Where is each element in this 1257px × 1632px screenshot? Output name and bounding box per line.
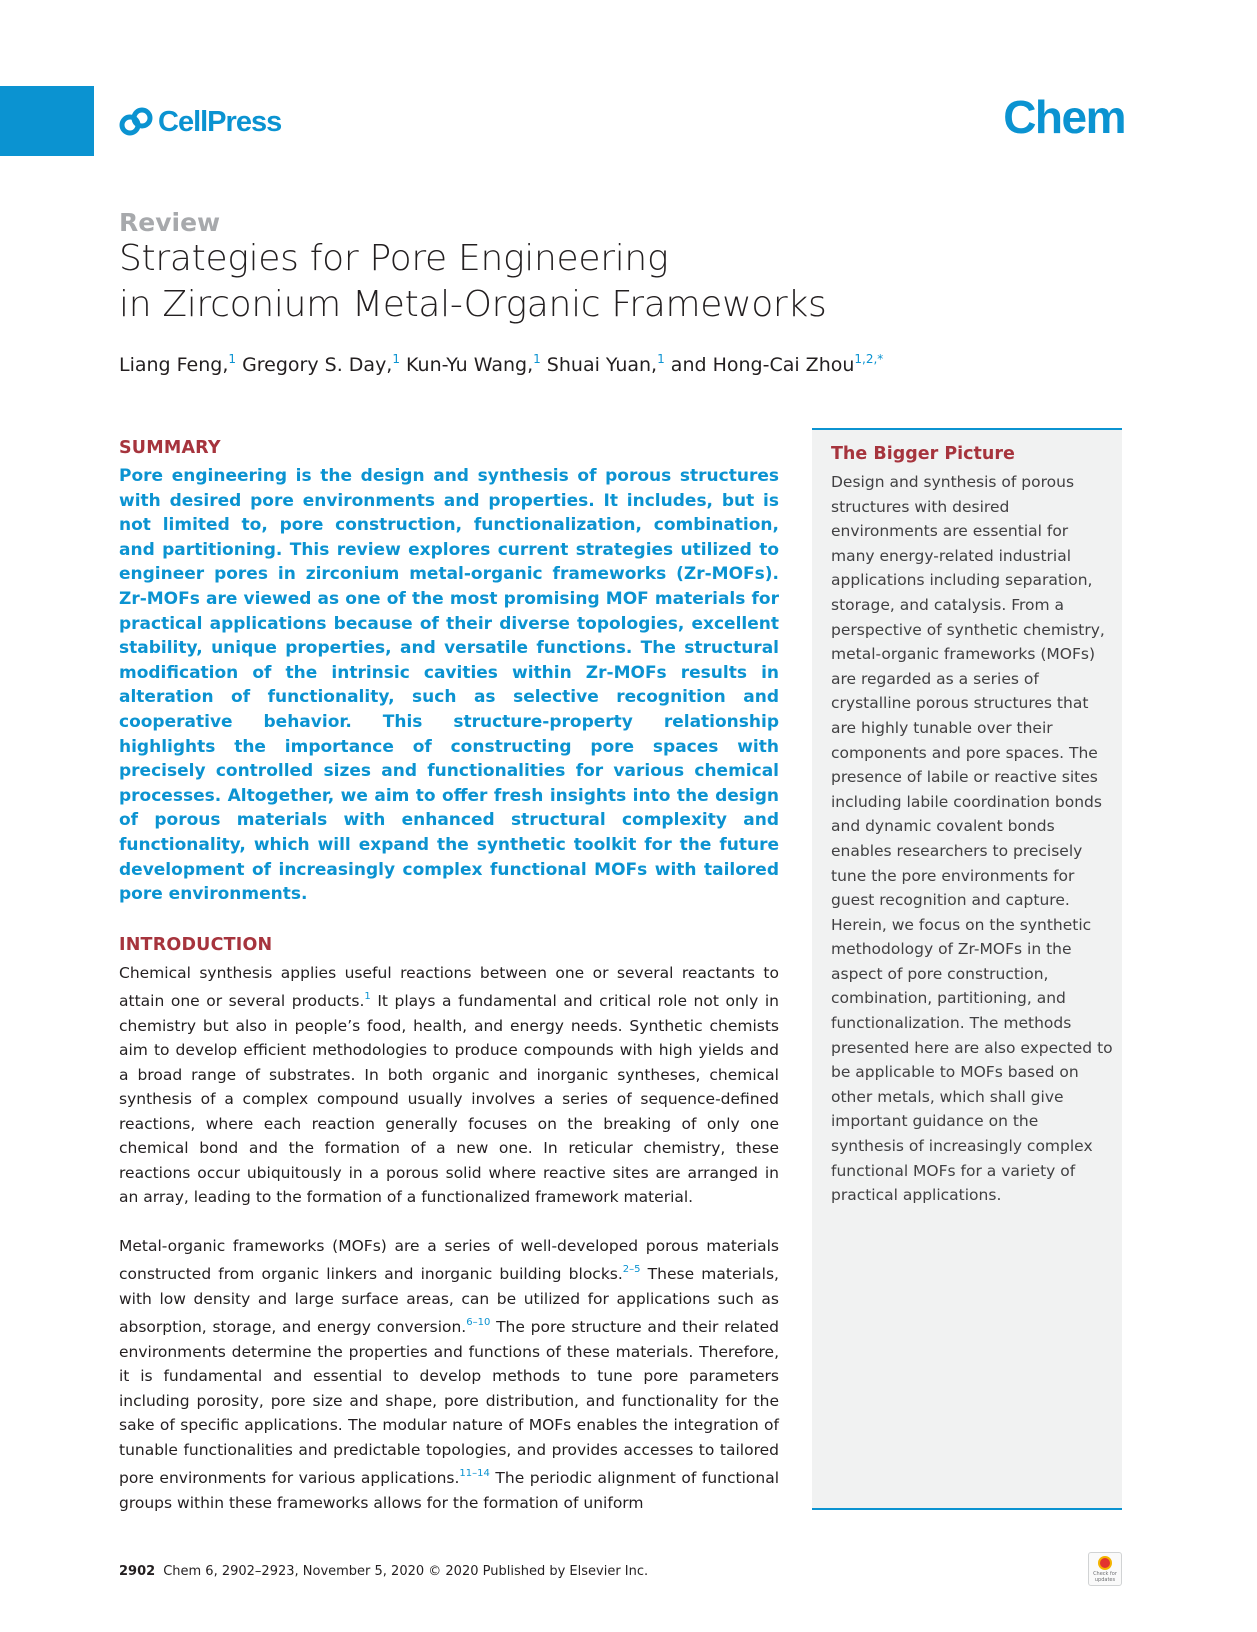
article-title	[119, 236, 939, 328]
bigger-picture-box	[812, 428, 1122, 1510]
author-name: Liang Feng,	[119, 354, 229, 376]
introduction-heading: INTRODUCTION	[119, 934, 273, 955]
summary-text: Pore engineering is the design and synthesis of porous structures with desired pore environments and properties. It includes, but is not limited to, pore construction, functionalization, combination, and partitioning. This review explores current strategies utilized to engineer pores in zirconium metal-organic frameworks (Zr-MOFs). Zr-MOFs are viewed as one of the most promising MOF materials for practical applications because of their diverse topologies, excellent stability, unique properties, and versatile functions. The structural modification of the intrinsic cavities within Zr-MOFs results in alteration of functionality, such as selective recognition and cooperative behavior. This structure-property relationship highlights the importance of constructing pore spaces with precisely controlled sizes and functionalities for various chemical processes. Altogether, we aim to offer fresh insights into the design of porous materials with enhanced structural complexity and functionality, which will expand the synthetic toolkit for the future development of increasingly complex functional MOFs with tailored pore environments.	[119, 466, 779, 905]
cellpress-mark-icon	[119, 107, 153, 137]
publisher-name: CellPress	[158, 105, 282, 138]
check-for-updates-icon	[1098, 1556, 1112, 1570]
author-name: Shuai Yuan,	[546, 354, 658, 376]
reference-link[interactable]: 2–5	[622, 1264, 641, 1276]
reference-link[interactable]: 1	[364, 991, 371, 1003]
paragraph-text: The periodic alignment of functional groups within these frameworks allows for the formation of uniform	[119, 1469, 780, 1512]
paragraph-text: Metal-organic frameworks (MOFs) are a series of well-developed porous materials constructed from organic linkers and inorganic building blocks.	[119, 1236, 779, 1284]
author-name: Gregory S. Day,	[242, 354, 393, 376]
title-line-1: Strategies for Pore Engineering	[119, 238, 669, 279]
reference-link[interactable]: 11–14	[459, 1468, 490, 1480]
main-column	[119, 438, 779, 1515]
check-for-updates-button[interactable]	[1088, 1552, 1122, 1586]
article-type: Review	[119, 208, 221, 237]
title-line-2: in Zirconium Metal-Organic Frameworks	[119, 284, 827, 325]
affiliation-marker[interactable]: 1	[533, 352, 541, 366]
bigger-picture-heading: The Bigger Picture	[831, 444, 1015, 464]
affiliation-marker[interactable]: 1,2,*	[854, 352, 884, 366]
reference-link[interactable]: 6–10	[466, 1317, 491, 1329]
page-number: 2902	[119, 1564, 156, 1579]
summary-heading: SUMMARY	[119, 438, 221, 458]
page-footer	[119, 1564, 648, 1579]
intro-paragraph-2	[119, 1234, 779, 1516]
author-list	[119, 352, 883, 376]
paragraph-text: Chemical synthesis applies useful reactions between one or several reactants to attain one or several products.	[119, 963, 779, 1011]
brand-color-tab	[0, 86, 94, 156]
author-name: and Hong-Cai Zhou	[670, 354, 855, 376]
paragraph-text: The pore structure and their related environments determine the properties and functions of these materials. Therefore, it is fundamental and essential to develop methods to tune pore parameters including porosity, pore size and shape, pore distribution, and functionality for the sake of specific applications. The modular nature of MOFs enables the integration of tunable functionalities and predictable topologies, and provides accesses to tailored pore environments for various applications.	[119, 1318, 779, 1488]
check-for-updates-label: Check for updates	[1093, 1570, 1117, 1583]
paragraph-text: It plays a fundamental and critical role not only in chemistry but also in people’s food, health, and energy needs. Synthetic chemists aim to develop efficient methodologies to produce compounds with high yields and a broad range of substrates. In both organic and inorganic syntheses, chemical synthesis of a complex compound usually involves a series of sequence-defined reactions, where each reaction generally focuses on the breaking of only one chemical bond and the formation of a new one. In reticular chemistry, these reactions occur ubiquitously in a porous solid where reactive sites are arranged in an array, leading to the formation of a functionalized framework material.	[119, 992, 779, 1207]
citation-line: Chem 6, 2902–2923, November 5, 2020 © 2020 Published by Elsevier Inc.	[163, 1564, 649, 1579]
journal-logo: Chem	[1003, 91, 1125, 143]
author-name: Kun-Yu Wang,	[406, 354, 534, 376]
affiliation-marker[interactable]: 1	[228, 352, 237, 366]
paragraph-text: These materials, with low density and large surface areas, can be utilized for applications such as absorption, storage, and energy conversion.	[119, 1265, 779, 1337]
affiliation-marker[interactable]: 1	[392, 352, 400, 366]
cellpress-logo	[119, 104, 281, 140]
bigger-picture-text: Design and synthesis of porous structures with desired environments are essential for many energy-related industrial applications including separation, storage, and catalysis. From a perspective of synthetic chemistry, metal-organic frameworks (MOFs) are regarded as a series of crystalline porous structures that are highly tunable over their components and pore spaces. The presence of labile or reactive sites including labile coordination bonds and dynamic covalent bonds enables researchers to precisely tune the pore environments for guest recognition and capture. Herein, we focus on the synthetic methodology of Zr-MOFs in the aspect of pore construction, combination, partitioning, and functionalization. The methods presented here are also expected to be applicable to MOFs based on other metals, which shall give important guidance on the synthesis of increasingly complex functional MOFs for a variety of practical applications.	[831, 473, 1113, 1205]
intro-paragraph-1	[119, 961, 779, 1210]
affiliation-marker[interactable]: 1	[657, 352, 665, 366]
